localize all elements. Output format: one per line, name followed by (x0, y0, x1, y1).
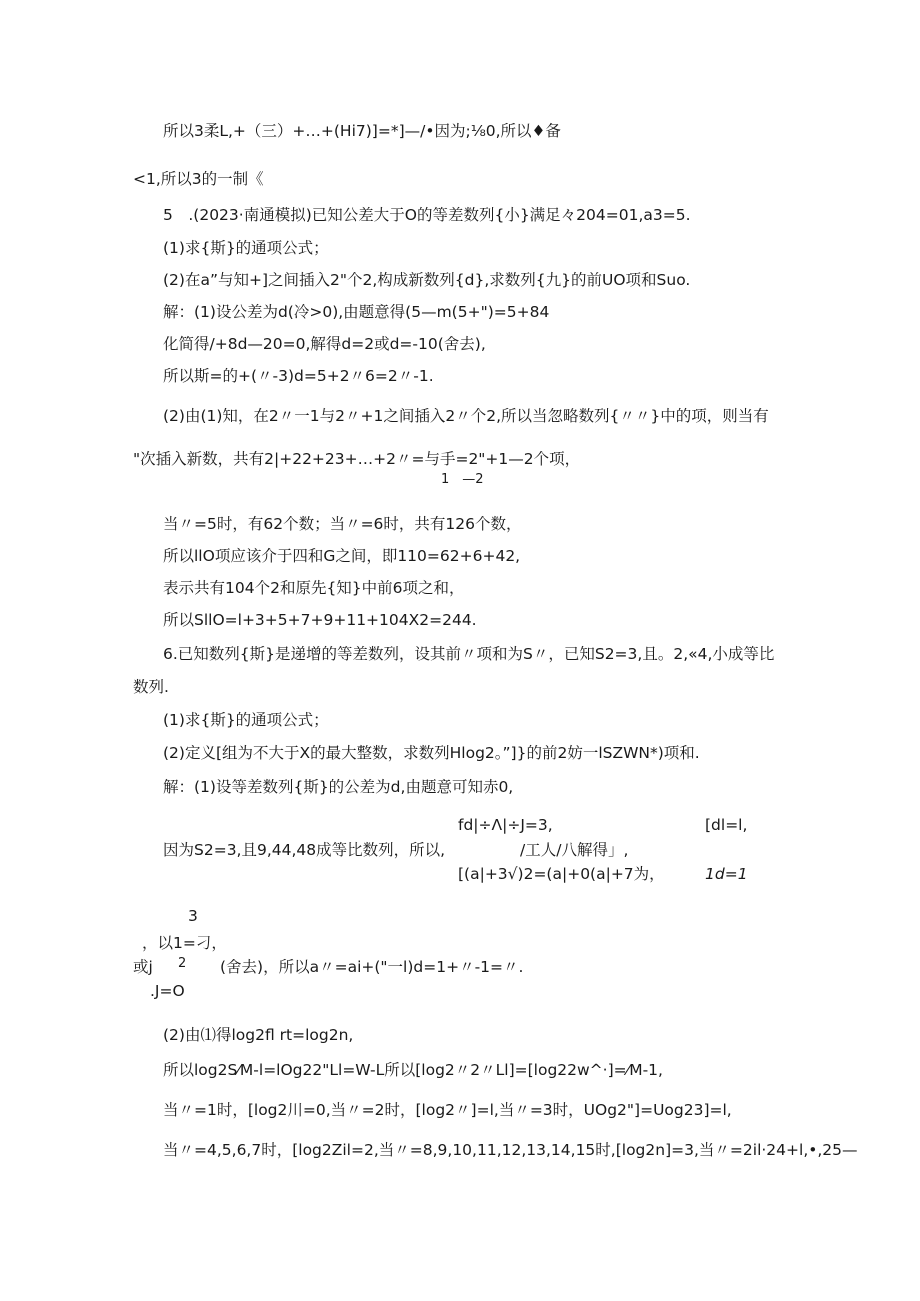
text-line: 化简得/+8d—20=0,解得d=2或d=-10(舍去), (163, 335, 486, 353)
text-line: "次插入新数，共有2|+22+23+…+2〃=与手=2"+1—2个项， (133, 450, 581, 468)
text-line: (2)由(1)知，在2〃一1与2〃+1之间插入2〃个2,所以当忽略数列{〃〃}中的项，则当有 (163, 407, 769, 425)
text-line: 因为S2=3,且9,44,48成等比数列，所以, (163, 841, 446, 859)
text-line: 或j (133, 958, 153, 976)
text-line: fd|÷Λ|÷J=3, (458, 816, 553, 834)
text-line: 解：(1)设公差为d(冷>0),由题意得(5—m(5+")=5+84 (163, 303, 550, 321)
text-line: 所以llO项应该介于四和G之间，即110=62+6+42, (163, 547, 521, 565)
text-line: 1 —2 (441, 472, 484, 487)
text-line: (1)求{斯}的通项公式； (163, 711, 329, 729)
text-line: 当〃=4,5,6,7时，[log2Zil=2,当〃=8,9,10,11,12,13,14,15时,[log2n]=3,当〃=2il·24+l,•,25— (163, 1141, 858, 1159)
text-line: (舍去)，所以a〃=ai+("一l)d=1+〃-1=〃. (220, 958, 524, 976)
problem-6-statement: 6.已知数列{斯}是递增的等差数列，设其前〃项和为S〃，已知S2=3,且。2,«4,小成等比 (163, 645, 775, 663)
text-line: 表示共有104个2和原先{知}中前6项之和， (163, 579, 465, 597)
text-line: 所以log2S⁄M-l=lOg22"Ll=W-L所以[log2〃2〃Ll]=[log22w^·]=⁄M-1, (163, 1061, 663, 1079)
text-line: [dl=l, (705, 816, 748, 834)
problem-5-statement: 5 .(2023·南通模拟)已知公差大于O的等差数列{小}满足々204=01,a3=5. (163, 206, 691, 224)
text-line: (2)由⑴得log2fl rt=log2n, (163, 1026, 354, 1044)
text-line: (2)定义[组为不大于X的最大整数，求数列Hlog2。”]}的前2妨一lSZWN*)项和. (163, 744, 700, 762)
text-line: 当〃=1时，[log2川=0,当〃=2时，[log2〃]=l,当〃=3时，UOg2"]=Uog23]=l, (163, 1101, 732, 1119)
text-line: (1)求{斯}的通项公式； (163, 239, 329, 257)
text-line: (2)在a”与知+]之间插入2"个2,构成新数列{d},求数列{九}的前UO项和Suo. (163, 271, 691, 289)
text-line: [(a|+3√)2=(a|+0(a|+7为， (458, 865, 665, 883)
text-line: 所以SllO=l+3+5+7+9+11+104X2=244. (163, 611, 477, 629)
text-line: 解：(1)设等差数列{斯}的公差为d,由题意可知赤0, (163, 778, 514, 796)
text-line: 当〃=5时，有62个数；当〃=6时，共有126个数， (163, 515, 522, 533)
text-line: <1,所以3的一制《 (133, 170, 264, 188)
text-line: 所以3柔L,+（三）+…+(Hi7)]=*]—/•因为;⅛0,所以♦备 (163, 122, 561, 140)
text-line: 2 (178, 956, 187, 971)
text-line: 数列. (133, 678, 169, 696)
text-line: 1d=1 (705, 865, 748, 883)
text-line: 3 (188, 907, 198, 925)
text-line: ，以1=刁， (142, 934, 227, 952)
text-line: .J=O (150, 982, 185, 1000)
text-line: 所以斯=的+(〃-3)d=5+2〃6=2〃-1. (163, 367, 434, 385)
text-line: /工人/八解得」, (520, 841, 629, 859)
